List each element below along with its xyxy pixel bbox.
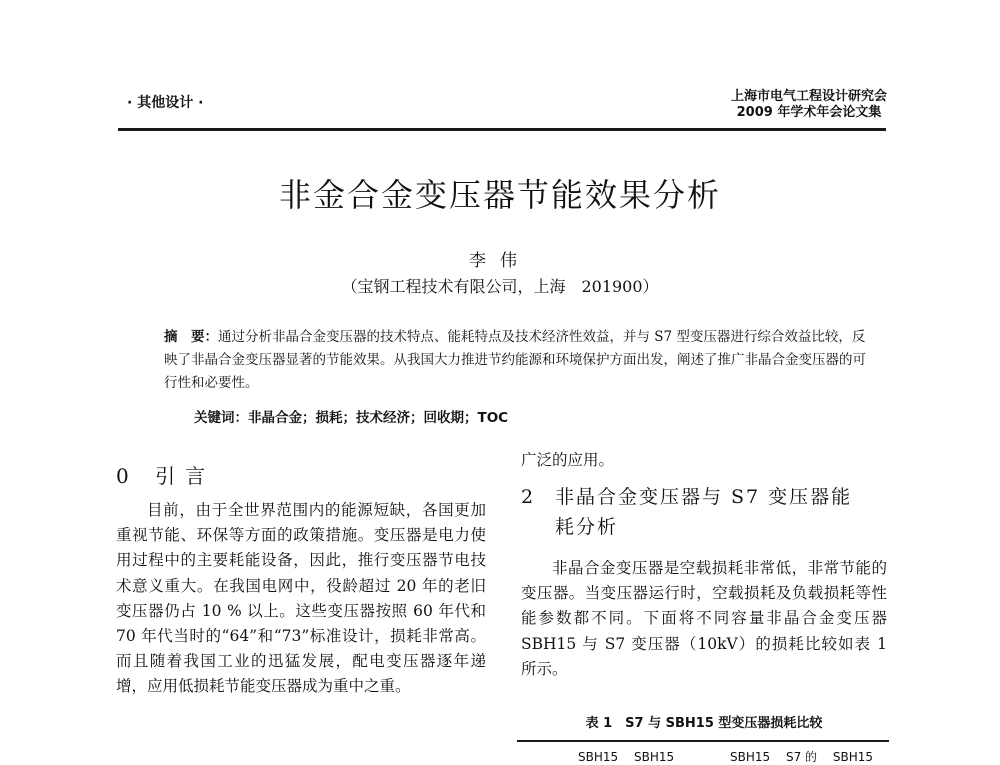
keywords-label: 关键词： xyxy=(194,410,248,426)
continuation-text: 广泛的应用。 xyxy=(521,451,615,469)
section-2-title-line2: 耗分析 xyxy=(555,516,619,538)
abstract-text: 通过分析非晶合金变压器的技术特点、能耗特点及技术经济性效益，并与 S7 型变压器进行综合效益比较，反映了非晶合金变压器显著的节能效果。从我国大力推进节约能源和环境保护方面出发，阐述了推广非晶合金变压器的可行性和必要性。 xyxy=(164,329,866,391)
table-header-cell: S7 的 xyxy=(785,750,818,764)
table-header-row xyxy=(578,748,898,765)
table-header-cell: SBH15 xyxy=(633,750,675,764)
section-label: · 其他设计 · xyxy=(127,95,204,111)
author: 李伟 xyxy=(469,251,531,271)
section-0-heading xyxy=(116,460,215,489)
intro-paragraph: 目前，由于全世界范围内的能源短缺，各国更加重视节能、环保等方面的政策措施。变压器是电力使用过程中的主要耗能设备，因此，推行变压器节电技术意义重大。在我国电网中，役龄超过 20 年的老旧变压器仍占 10 % 以上。这些变压器按照 60 年代和 70 年代当时的“64”和“73”标准设计，损耗非常高。而且随着我国工业的迅猛发展，配电变压器逐年递增，应用低损耗节能变压器成为重中之重。 xyxy=(116,501,486,696)
journal-edition: 2009 年学术年会论文集 xyxy=(736,105,882,120)
page-title: 非金合金变压器节能效果分析 xyxy=(278,176,721,214)
journal-info xyxy=(731,89,887,121)
table-header-cell: SBH15 xyxy=(729,750,771,764)
keywords-text: 非晶合金；损耗；技术经济；回收期；TOC xyxy=(248,410,509,426)
abstract-label: 摘 要： xyxy=(164,329,218,345)
table-header-cell: SBH15 xyxy=(578,750,619,764)
header-rule xyxy=(118,128,886,131)
table-top-rule xyxy=(517,740,889,742)
section-2-heading xyxy=(521,482,891,542)
left-column xyxy=(116,498,486,700)
section-2-number: 2 xyxy=(521,486,536,508)
section-0-number: 0 xyxy=(116,464,139,488)
section-2-paragraph: 非晶合金变压器是空载损耗非常低，非常节能的变压器。当变压器运行时，空载损耗及负载损耗等性能参数都不同。下面将不同容量非晶合金变压器 SBH15 与 S7 变压器（10kV）的损耗比较如表 1 所示。 xyxy=(521,559,887,678)
abstract xyxy=(164,326,874,395)
section-0-title: 引言 xyxy=(155,464,216,488)
affiliation: （宝钢工程技术有限公司，上海 201900） xyxy=(341,277,659,296)
table-header-cell: SBH15 xyxy=(832,750,874,764)
section-2-title-line1: 非晶合金变压器与 S7 变压器能 xyxy=(555,486,853,508)
table-caption: 表 1 S7 与 SBH15 型变压器损耗比较 xyxy=(585,716,823,731)
right-column xyxy=(521,556,887,682)
keywords xyxy=(194,406,508,426)
journal-name: 上海市电气工程设计研究会 xyxy=(730,89,887,104)
